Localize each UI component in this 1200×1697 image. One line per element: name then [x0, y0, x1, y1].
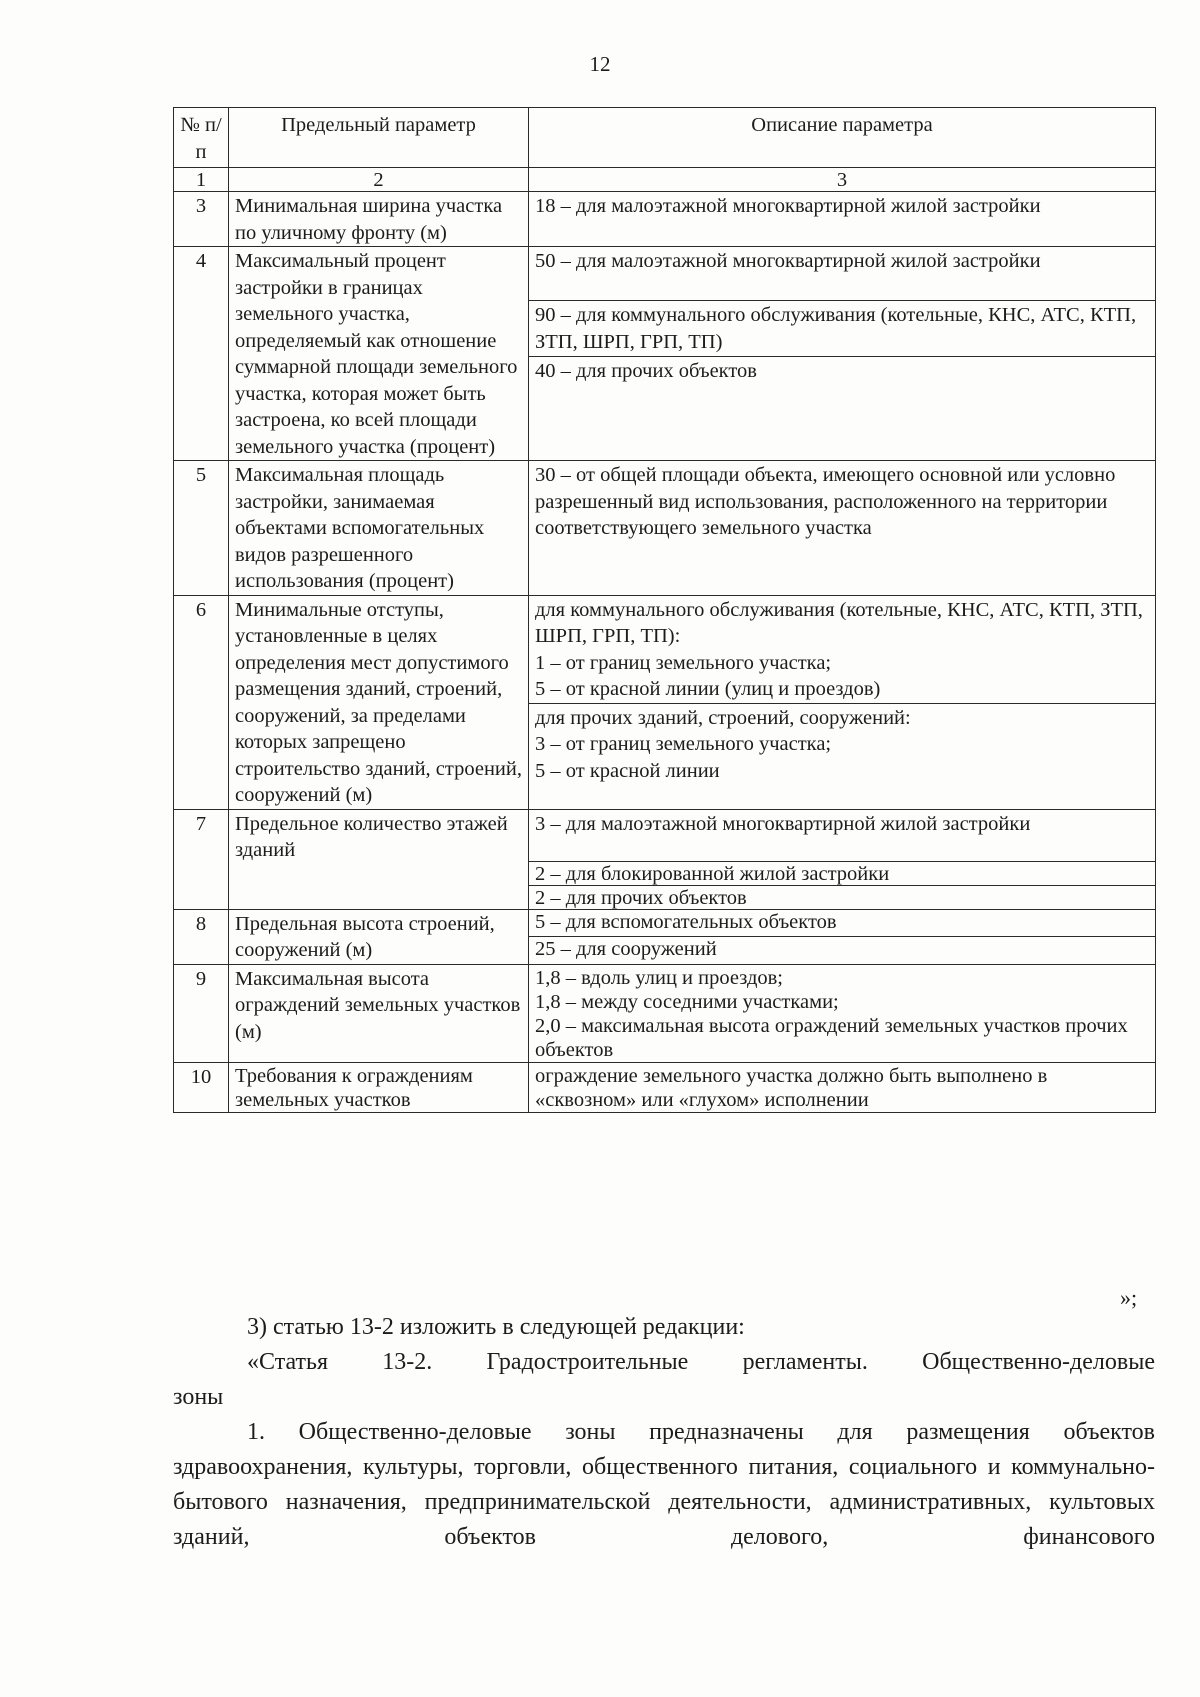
row-description: 50 – для малоэтажной многоквартирной жилой застройки — [529, 247, 1156, 301]
header-description: Описание параметра — [529, 108, 1156, 168]
row-description: 3 – для малоэтажной многоквартирной жилой застройки — [529, 809, 1156, 861]
table-row — [174, 964, 1156, 1062]
header-parameter: Предельный параметр — [229, 108, 529, 168]
table-row — [174, 461, 1156, 596]
row-number: 4 — [174, 247, 229, 461]
row-number: 3 — [174, 192, 229, 247]
row-parameter: Минимальные отступы, установленные в целях определения мест допустимого размещения зданий, строений, сооружений, за пределами которых запрещено строительство зданий, строений, сооружений (м) — [229, 595, 529, 809]
row-description: ограждение земельного участка должно быть выполнено в «сквозном» или «глухом» исполнении — [529, 1062, 1156, 1112]
row-number: 10 — [174, 1062, 229, 1112]
table-row — [174, 809, 1156, 861]
row-parameter: Максимальный процент застройки в границах земельного участка, определяемый как отношение суммарной площади земельного участка, которая может быть застроена, ко всей площади земельного участка (процент) — [229, 247, 529, 461]
row-parameter: Максимальная высота ограждений земельных участков (м) — [229, 964, 529, 1062]
table-row — [174, 1062, 1156, 1112]
row-number: 9 — [174, 964, 229, 1062]
closing-quote: »; — [1120, 1285, 1138, 1310]
description-line: 5 – от красной линии (улиц и проездов) — [535, 678, 881, 700]
row-number: 7 — [174, 809, 229, 909]
row-description: 18 – для малоэтажной многоквартирной жилой застройки — [529, 192, 1156, 247]
row-description — [529, 964, 1156, 1062]
row-parameter: Требования к ограждениям земельных участков — [229, 1062, 529, 1112]
table-row — [174, 247, 1156, 301]
paragraph-article-amendment: 3) статью 13-2 изложить в следующей редакции: — [247, 1314, 745, 1340]
column-number: 1 — [174, 168, 229, 192]
description-line: 1,8 – вдоль улиц и проездов; — [535, 966, 784, 989]
column-number: 2 — [229, 168, 529, 192]
article-title: «Статья 13-2. Градостроительные регламенты. Общественно-деловые — [247, 1349, 1155, 1375]
row-description: 25 – для сооружений — [529, 937, 1156, 965]
table-row — [174, 909, 1156, 937]
column-number-row — [174, 168, 1156, 192]
row-parameter: Предельное количество этажей зданий — [229, 809, 529, 909]
row-description: 30 – от общей площади объекта, имеющего основной или условно разрешенный вид использования, расположенного на территории соответствующего земельного участка — [529, 461, 1156, 596]
row-description: 90 – для коммунального обслуживания (котельные, КНС, АТС, КТП, ЗТП, ШРП, ГРП, ТП) — [529, 301, 1156, 357]
description-line: для прочих зданий, строений, сооружений: — [535, 706, 911, 729]
table-row — [174, 595, 1156, 703]
row-parameter: Минимальная ширина участка по уличному фронту (м) — [229, 192, 529, 247]
row-number: 6 — [174, 595, 229, 809]
description-line: для коммунального обслуживания (котельные, КНС, АТС, КТП, ЗТП, ШРП, ГРП, ТП): — [535, 598, 1143, 647]
row-description: 2 – для блокированной жилой застройки — [529, 861, 1156, 885]
row-description: 2 – для прочих объектов — [529, 885, 1156, 909]
body-text — [173, 1310, 1155, 1555]
description-line: 1 – от границ земельного участка; — [535, 651, 832, 674]
column-number: 3 — [529, 168, 1156, 192]
description-line: 3 – от границ земельного участка; — [535, 733, 832, 755]
row-description: 5 – для вспомогательных объектов — [529, 909, 1156, 937]
row-number: 8 — [174, 909, 229, 964]
row-description — [529, 703, 1156, 809]
description-line: 5 – от красной линии — [535, 759, 720, 782]
table-row — [174, 192, 1156, 247]
description-line: 2,0 – максимальная высота ограждений земельных участков прочих объектов — [535, 1014, 1128, 1061]
row-parameter: Максимальная площадь застройки, занимаемая объектами вспомогательных видов разрешенного использования (процент) — [229, 461, 529, 596]
row-parameter: Предельная высота строений, сооружений (м) — [229, 909, 529, 964]
header-number: № п/п — [174, 108, 229, 168]
table-header-row — [174, 108, 1156, 168]
row-description — [529, 595, 1156, 703]
row-description: 40 – для прочих объектов — [529, 357, 1156, 461]
row-number: 5 — [174, 461, 229, 596]
description-line: 1,8 – между соседними участками; — [535, 990, 839, 1013]
paragraph-section-1: 1. Общественно-деловые зоны предназначены для размещения объектов здравоохранения, культуры, торговли, общественного питания, социального и коммунально-бытового назначения, предпринимательской деятельности, административных, культовых зданий, объектов делового, финансового — [173, 1419, 1155, 1550]
page-number: 12 — [589, 52, 611, 76]
parameters-table — [173, 107, 1156, 1113]
article-title-continuation: зоны — [173, 1384, 224, 1410]
